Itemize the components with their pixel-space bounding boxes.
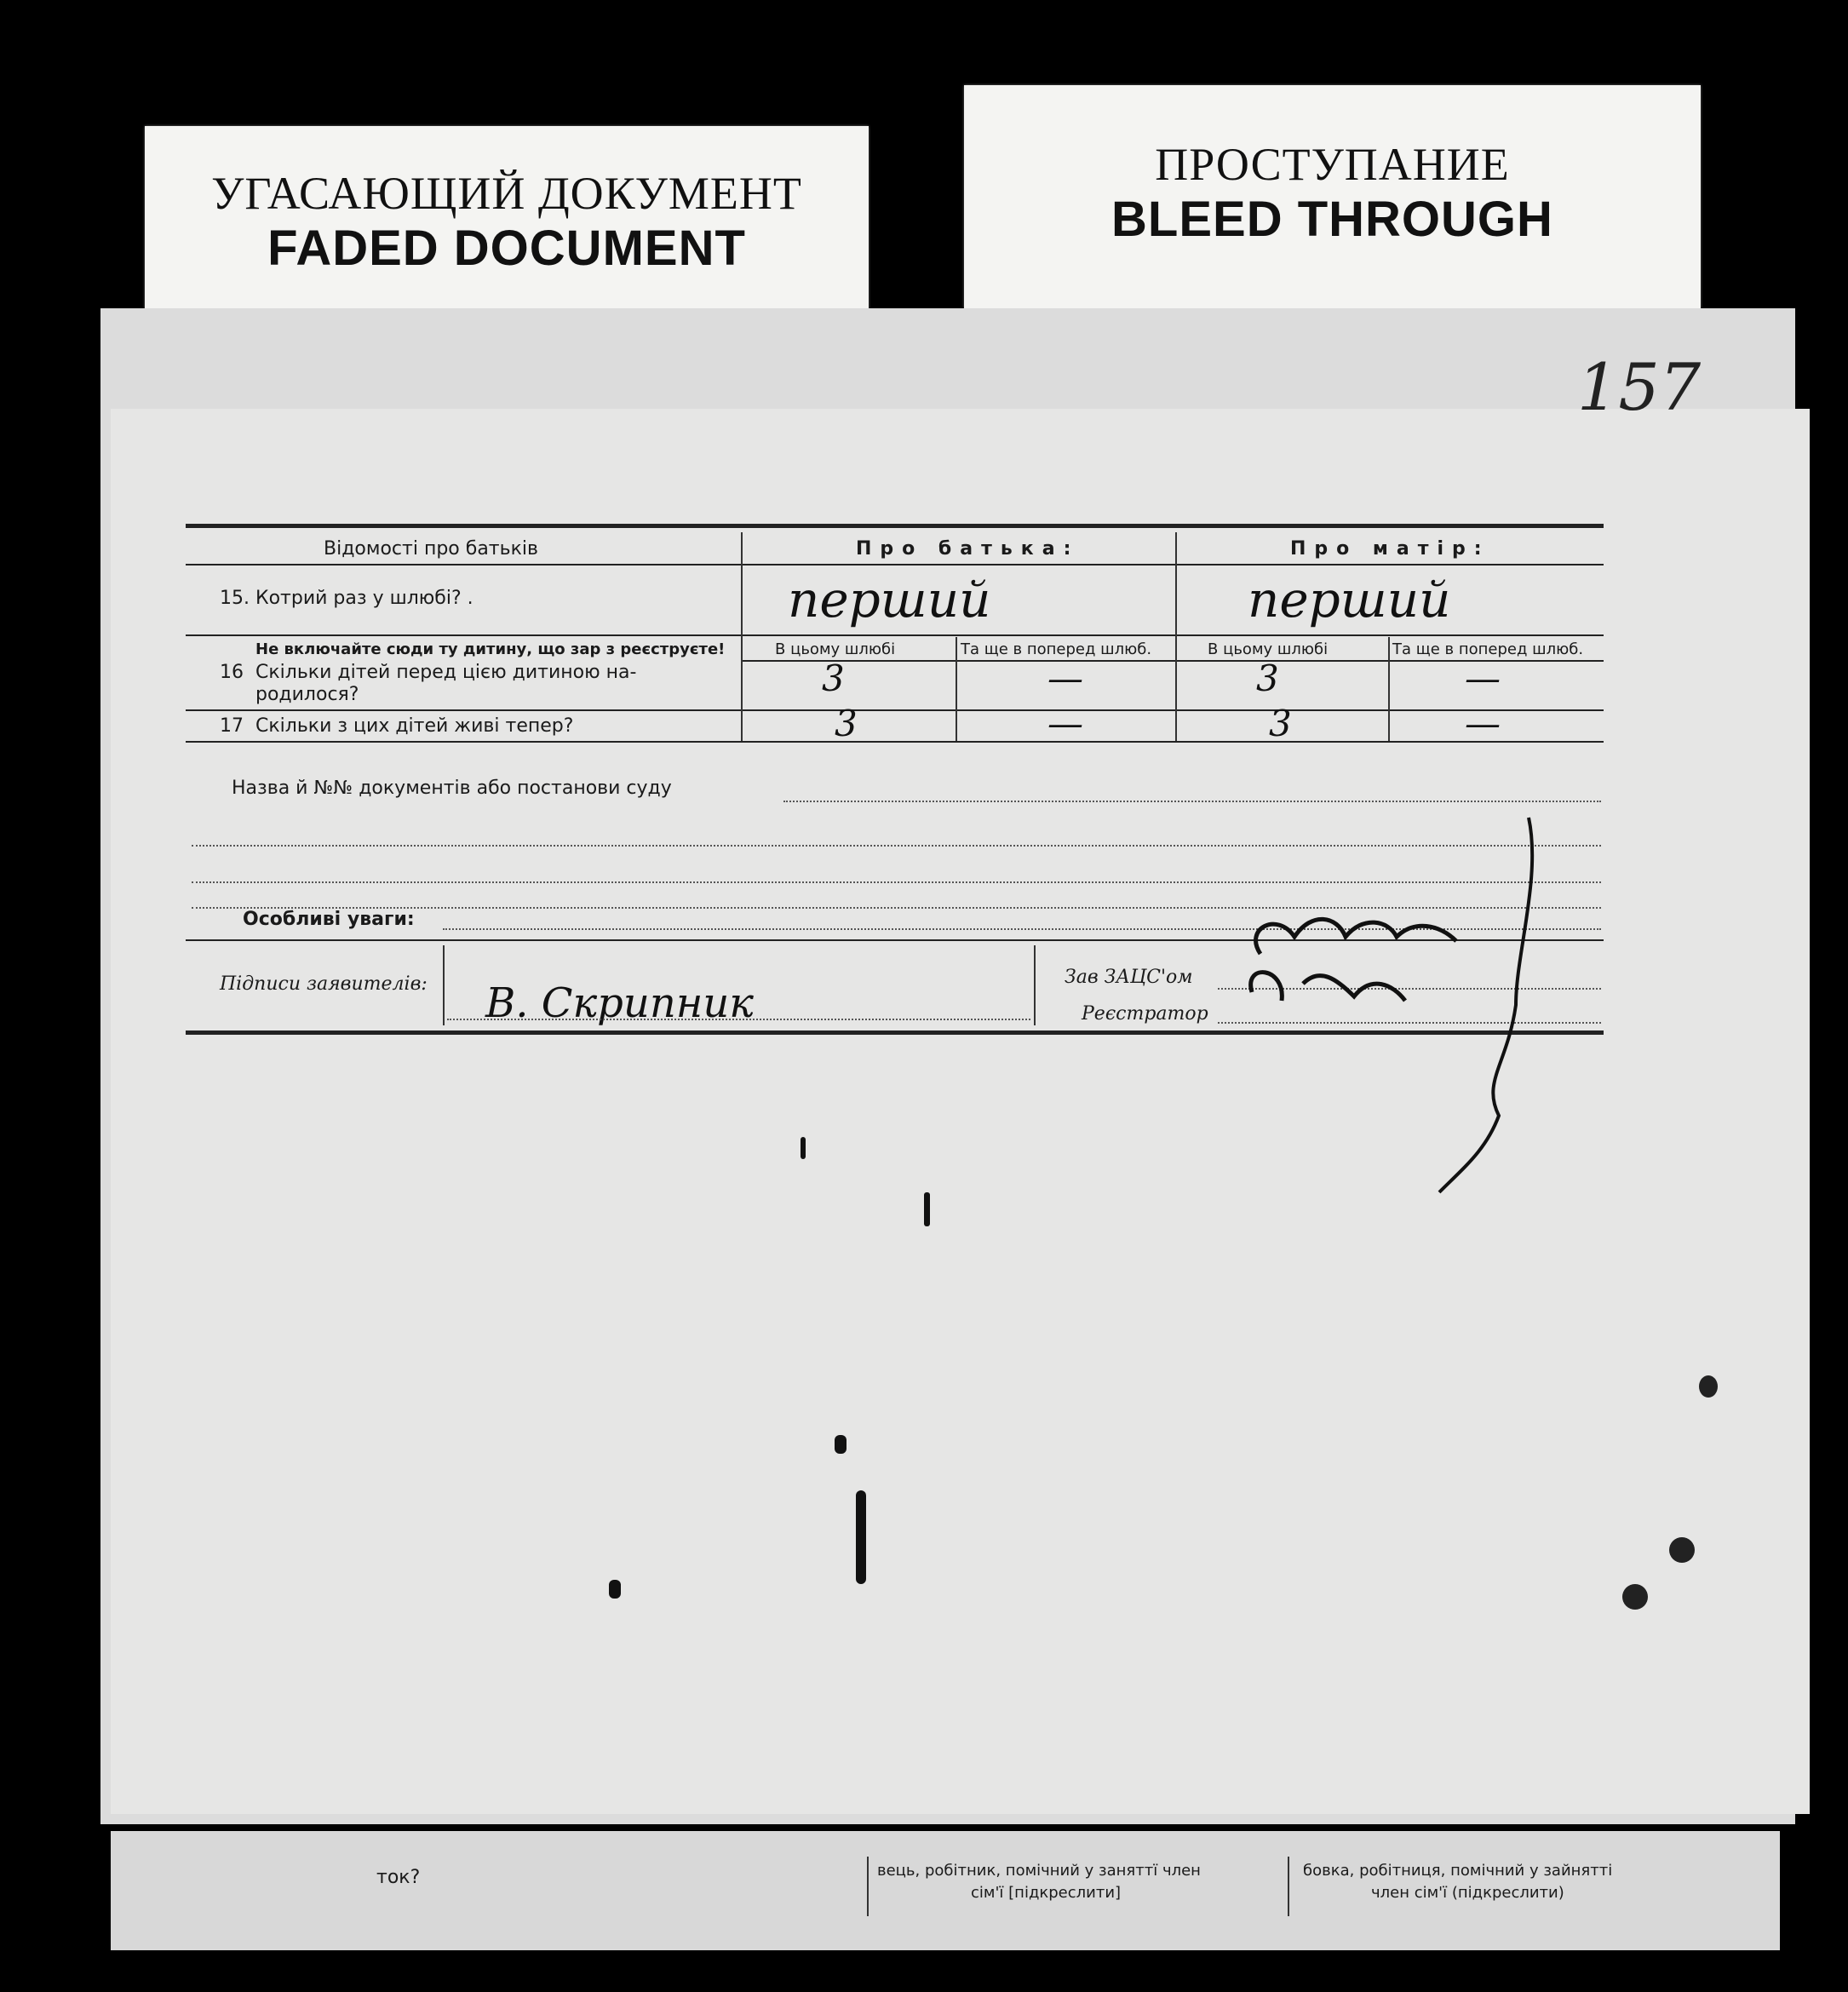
mother-sub-prev-marriage: Та ще в поперед шлюб. — [1392, 640, 1584, 658]
father-sub-prev-marriage: Та ще в поперед шлюб. — [961, 640, 1152, 658]
row15-mother-value: перший — [1248, 571, 1451, 629]
row16-label-2: родилося? — [255, 684, 359, 705]
bleed-mark — [835, 1435, 847, 1454]
header-parents-info: Відомості про батьків — [324, 538, 538, 560]
bleed-mark — [856, 1490, 866, 1584]
bottom-mid-text-2: сім'ї [підкреслити] — [971, 1884, 1122, 1902]
applicant-signature: В. Скрипник — [485, 979, 754, 1027]
faded-document-ru: УГАСАЮЩИЙ ДОКУМЕНТ — [211, 168, 802, 219]
page-number: 157 — [1577, 349, 1702, 425]
punch-hole — [1699, 1375, 1718, 1398]
row17-mother-this: 3 — [1269, 703, 1292, 744]
bleed-mark — [609, 1580, 621, 1599]
bleed-through-ru: ПРОСТУПАНИЕ — [1155, 139, 1510, 190]
father-sub-this-marriage: В цьому шлюбі — [775, 640, 896, 658]
row16-father-prev: — — [1047, 657, 1083, 699]
special-notes-label: Особливі уваги: — [243, 909, 415, 930]
faded-document-en: FADED DOCUMENT — [267, 221, 746, 276]
bottom-mid-text-1: вець, робітник, помічний у заняттї член — [877, 1862, 1201, 1880]
bleed-through-en: BLEED THROUGH — [1111, 192, 1553, 247]
row16-number: 16 — [220, 662, 244, 683]
row17-mother-prev: — — [1465, 703, 1501, 744]
registrar-label: Реєстратор — [1082, 1003, 1208, 1025]
row16-mother-prev: — — [1465, 657, 1501, 699]
row16-note: Не включайте сюди ту дитину, що зар з реєструєте! — [255, 640, 726, 658]
mother-sub-this-marriage: В цьому шлюбі — [1208, 640, 1329, 658]
bottom-right-text-1: бовка, робітниця, помічний у зайнятті — [1303, 1862, 1613, 1880]
row17-number: 17 — [220, 715, 244, 737]
bottom-left-text: ток? — [376, 1867, 421, 1888]
row16-mother-this: 3 — [1256, 657, 1279, 699]
punch-hole — [1622, 1584, 1648, 1610]
bleed-mark — [924, 1192, 930, 1226]
row17-father-prev: — — [1047, 703, 1083, 744]
row16-label-1: Скільки дітей перед цією дитиною на- — [255, 662, 637, 683]
row16-father-this: 3 — [822, 657, 845, 699]
official-signatures — [1226, 809, 1550, 1201]
row15-father-value: перший — [788, 571, 991, 629]
row17-father-this: 3 — [835, 703, 858, 744]
head-of-registry-label: Зав ЗАЦС'ом — [1065, 967, 1193, 988]
bottom-right-text-2: член сім'ї (підкреслити) — [1371, 1884, 1564, 1902]
bleed-mark — [801, 1137, 806, 1159]
header-mother: Про матір: — [1290, 538, 1490, 560]
row17-label: Скільки з цих дітей живі тепер? — [255, 715, 574, 737]
documents-label: Назва й №№ документів або постанови суду — [232, 778, 672, 799]
row15-label: 15. Котрий раз у шлюбі? . — [220, 588, 473, 609]
header-father: Про батька: — [856, 538, 1080, 560]
applicants-signatures-label: Підписи заявителів: — [220, 973, 428, 995]
punch-hole — [1669, 1537, 1695, 1563]
